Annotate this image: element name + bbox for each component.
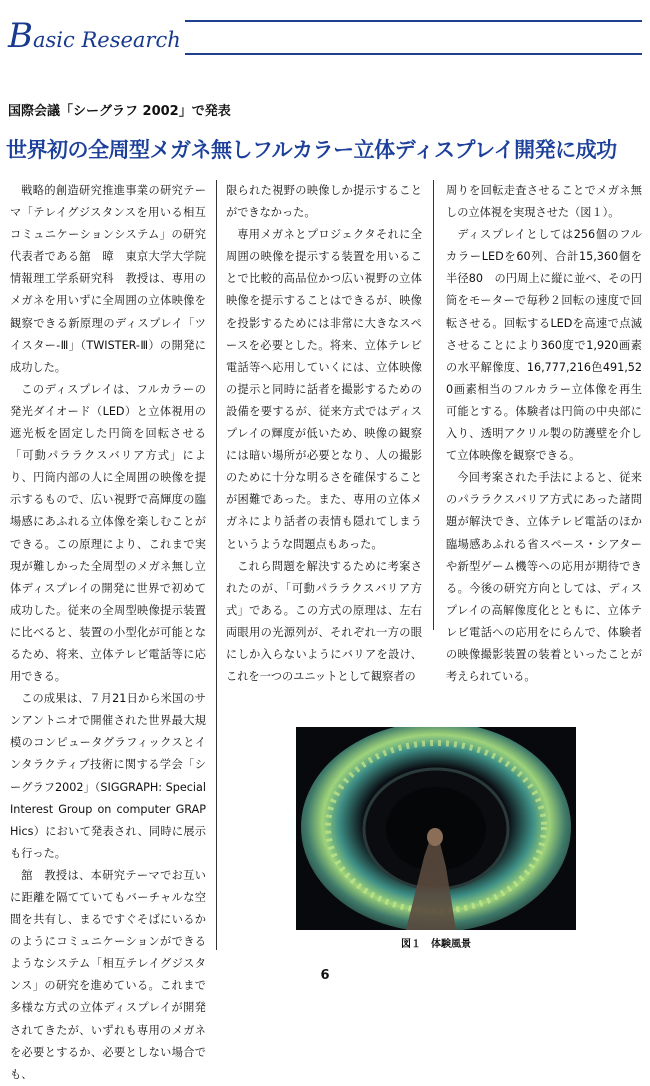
page-number: 6 — [320, 968, 330, 983]
article-paragraph: この成果は、７月21日から米国のサンアントニオで開催された世界最大規模のコンピュータグラフィックスとインタラクティブ技術に関する学会「シーグラフ2002」（SIGGRAPH: Special Interest Group on computer GRAPHics）において発表され、同時に展示も行った。 — [10, 692, 206, 860]
article-paragraph: 周りを回転走査させることでメガネ無しの立体視を実現させた（図１）。 — [446, 184, 642, 220]
article-paragraph: 今回考案された手法によると、従来のパララクスバリア方式にあった諸問題が解決でき、立体テレビ電話のほか臨場感あふれる省スペース・シアターや新型ゲーム機等への応用が期待できる。今後の研究方向としては、ディスプレイの高解像度化とともに、立体テレビ電話への応用をにらんで、体験者の映像撮影装置の装着といったことが考えられている。 — [446, 471, 642, 684]
article-paragraph: 限られた視野の映像しか提示することができなかった。 — [226, 184, 422, 220]
article-paragraph: 戦略的創造研究推進事業の研究テーマ「テレイグジスタンスを用いる相互コミュニケーションシステム」の研究代表者である舘 暲 東京大学大学院情報理工学系研究科 教授は、専用のメガネを用いずに全周囲の立体映像を観察できる新原理のディスプレイ「ツイスター-Ⅲ」（TWISTER-Ⅲ）の開発に成功した。 — [10, 184, 206, 374]
figure-caption: 図１ 体験風景 — [401, 939, 471, 950]
photo-illustration — [296, 727, 576, 930]
section-title-initial: B — [8, 16, 33, 56]
article-paragraph: 専用メガネとプロジェクタそれに全周囲の映像を提示する装置を用いることで比較的高品位かつ広い視野の立体映像を提示することはできるが、映像を投影するためには非常に大きなスペースを必要とした。将来、立体テレビ電話等へ応用していくには、立体映像の提示と同時に話者を撮影するための設備を要するが、従来方式ではディスプレイの輝度が低いため、映像の観察には暗い場所が必要となり、人の撮影のために十分な明るさを確保することが困難であった。また、専用の立体メガネにより話者の表情も隠れてしまうというような問題点もあった。 — [226, 228, 422, 551]
article-column-2 — [226, 180, 422, 684]
twister-display-photo — [296, 727, 576, 930]
article-headline: 世界初の全周型メガネ無しフルカラー立体ディスプレイ開発に成功 — [6, 138, 617, 162]
article-kicker: 国際会議「シーグラフ 2002」で発表 — [8, 104, 231, 119]
section-title — [8, 16, 185, 60]
column-divider — [216, 180, 217, 950]
article-column-3 — [446, 180, 642, 684]
column-divider — [433, 180, 434, 630]
article-paragraph: 舘 教授は、本研究テーマでお互いに距離を隔てていてもバーチャルな空間を共有し、まるですぐそばにいるかのようにコミュニケーションができるようなシステム「相互テレイグジスタンス」の研究を進めている。これまで多様な方式の立体ディスプレイが開発されてきたが、いずれも専用のメガネを必要とするか、必要としない場合でも、 — [10, 868, 206, 1081]
viewer-head — [427, 828, 443, 846]
section-title-rest: asic Research — [33, 28, 181, 52]
article-paragraph: ディスプレイとしては256個のフルカラーLEDを60列、合計15,360個を半径80 の円周上に縦に並べ、その円筒をモーターで毎秒２回転の速度で回転させる。回転するLEDを高速で点滅させることにより360度で1,920画素の水平解像度、16,777,216色491,520画素相当のフルカラー立体像を再生可能とする。体験者は円筒の中央部に入り、透明アクリル製の防護壁を介して立体映像を観察できる。 — [446, 228, 642, 463]
article-paragraph: これら問題を解決するために考案されたのが、「可動パララクスバリア方式」である。この方式の原理は、左右両眼用の光源列が、それぞれ一方の眼にしか入らないようにバリアを設け、これを一つのユニットとして観察者の — [226, 559, 422, 684]
article-column-1 — [10, 180, 206, 1081]
article-paragraph: このディスプレイは、フルカラーの発光ダイオード（LED）と立体視用の遮光板を固定した円筒を回転させる「可動パララクスバリア方式」により、円筒内部の人に全周囲の映像を提示するもので、広い視野で高輝度の臨場感にあふれる立体像を楽しむことができる。この原理により、これまで実現が難しかった全周型のメガネ無し立体ディスプレイの開発に世界で初めて成功した。従来の全周型映像提示装置に比べると、装置の小型化が可能となるため、将来、立体テレビ電話等に応用できる。 — [10, 382, 206, 684]
